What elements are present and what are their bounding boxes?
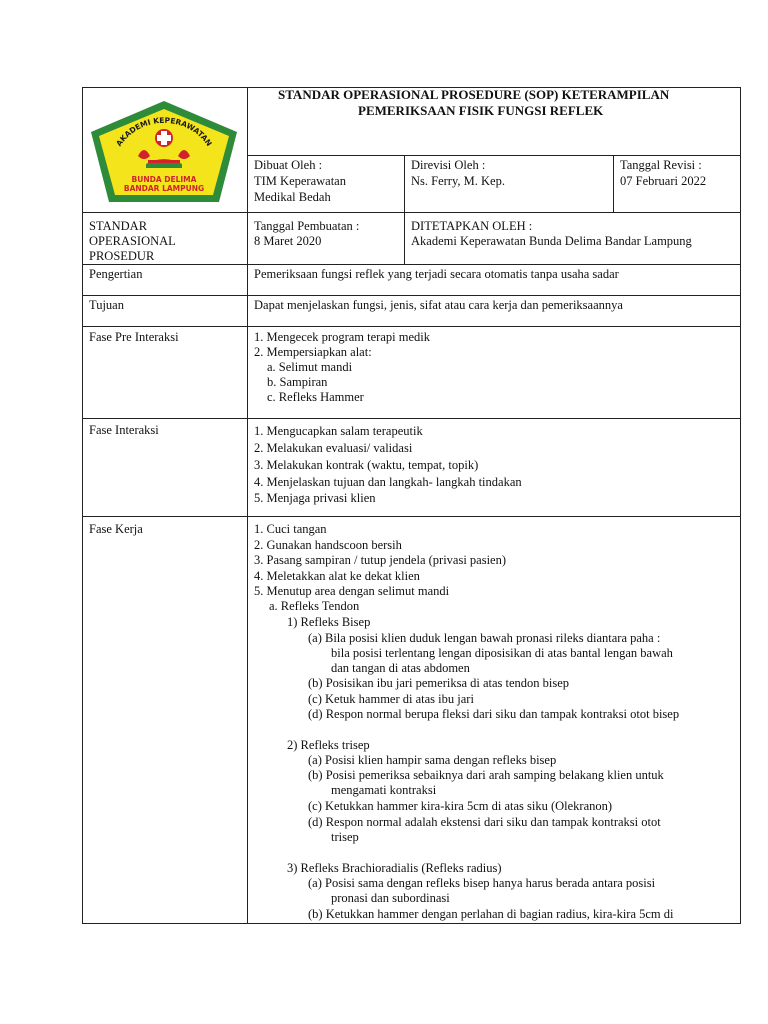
pre-interaksi-label: Fase Pre Interaksi <box>89 330 179 344</box>
list-item: 3) Refleks Brachioradialis (Refleks radius) <box>287 861 502 875</box>
logo-name-line1: BUNDA DELIMA <box>131 175 197 184</box>
dibuat-value-line1: TIM Keperawatan <box>254 174 346 188</box>
direvisi-label: Direvisi Oleh : <box>411 158 486 172</box>
list-item: (a) Posisi klien hampir sama dengan refleks bisep <box>308 753 557 767</box>
list-item: 3. Pasang sampiran / tutup jendela (privasi pasien) <box>254 553 507 567</box>
list-item: (d) Respon normal berupa fleksi dari siku dan tampak kontraksi otot bisep <box>308 707 680 721</box>
revisi-date-value: 07 Februari 2022 <box>620 174 707 188</box>
list-item: pronasi dan subordinasi <box>331 891 450 905</box>
list-item: dan tangan di atas abdomen <box>331 661 470 675</box>
list-item: b. Sampiran <box>267 375 328 389</box>
row-divider <box>82 212 740 213</box>
list-item: 1. Mengecek program terapi medik <box>254 330 430 344</box>
sop-label-line2: OPERASIONAL <box>89 234 176 248</box>
pembuatan-value: 8 Maret 2020 <box>254 234 322 248</box>
dibuat-value-line2: Medikal Bedah <box>254 190 331 204</box>
list-item: trisep <box>331 830 359 844</box>
list-item: 2. Melakukan evaluasi/ validasi <box>254 441 413 455</box>
list-item: 4. Meletakkan alat ke dekat klien <box>254 569 420 583</box>
row-divider <box>82 418 740 419</box>
list-item: a. Refleks Tendon <box>269 599 360 613</box>
row-divider <box>82 295 740 296</box>
interaksi-label: Fase Interaksi <box>89 423 159 437</box>
header-divider-v1 <box>404 155 405 265</box>
pembuatan-label: Tanggal Pembuatan : <box>254 219 360 233</box>
header-divider-v2 <box>613 155 614 212</box>
list-item: (d) Respon normal adalah ekstensi dari siku dan tampak kontraksi otot <box>308 815 661 829</box>
ditetapkan-value: Akademi Keperawatan Bunda Delima Bandar Lampung <box>411 234 692 248</box>
row-divider <box>82 516 740 517</box>
table-border-right <box>740 87 741 924</box>
list-item: (c) Ketuk hammer di atas ibu jari <box>308 692 474 706</box>
list-item: 2) Refleks trisep <box>287 738 370 752</box>
list-item: 1) Refleks Bisep <box>287 615 371 629</box>
list-item: 5. Menjaga privasi klien <box>254 491 376 505</box>
list-item: 1. Cuci tangan <box>254 522 327 536</box>
list-item: (b) Posisi pemeriksa sebaiknya dari arah samping belakang klien untuk <box>308 768 664 782</box>
list-item: bila posisi terlentang lengan diposisikan di atas bantal lengan bawah <box>331 646 673 660</box>
list-item: (b) Ketukkan hammer dengan perlahan di bagian radius, kira-kira 5cm di <box>308 907 674 921</box>
list-item: a. Selimut mandi <box>267 360 353 374</box>
document-title-line2: PEMERIKSAAN FISIK FUNGSI REFLEK <box>358 103 604 118</box>
list-item: 3. Melakukan kontrak (waktu, tempat, topik) <box>254 458 479 472</box>
list-item: 2. Gunakan handscoon bersih <box>254 538 402 552</box>
document-title-line1: STANDAR OPERASIONAL PROSEDURE (SOP) KETERAMPILAN <box>278 87 670 102</box>
list-item: 2. Mempersiapkan alat: <box>254 345 372 359</box>
list-item: (a) Bila posisi klien duduk lengan bawah pronasi rileks diantara paha : <box>308 631 661 645</box>
logo-arc-text: AKADEMI KEPERAWATAN <box>114 115 214 148</box>
row-divider <box>82 264 740 265</box>
pengertian-label: Pengertian <box>89 267 143 281</box>
list-item: c. Refleks Hammer <box>267 390 364 404</box>
sop-label-line1: STANDAR <box>89 219 148 233</box>
revisi-date-label: Tanggal Revisi : <box>620 158 702 172</box>
list-item: (b) Posisikan ibu jari pemeriksa di atas tendon bisep <box>308 676 570 690</box>
pengertian-text: Pemeriksaan fungsi reflek yang terjadi secara otomatis tanpa usaha sadar <box>254 267 619 281</box>
dibuat-label: Dibuat Oleh : <box>254 158 323 172</box>
kerja-label: Fase Kerja <box>89 522 143 536</box>
sop-label-line3: PROSEDUR <box>89 249 155 263</box>
tujuan-text: Dapat menjelaskan fungsi, jenis, sifat atau cara kerja dan pemeriksaannya <box>254 298 623 312</box>
logo-name-line2: BANDAR LAMPUNG <box>123 184 205 193</box>
list-item: 1. Mengucapkan salam terapeutik <box>254 424 423 438</box>
ditetapkan-label: DITETAPKAN OLEH : <box>411 219 533 233</box>
list-item: mengamati kontraksi <box>331 783 437 797</box>
list-item: 5. Menutup area dengan selimut mandi <box>254 584 450 598</box>
row-divider <box>82 326 740 327</box>
list-item: 4. Menjelaskan tujuan dan langkah- langkah tindakan <box>254 475 522 489</box>
table-border-bottom <box>82 923 740 924</box>
list-item: (a) Posisi sama dengan refleks bisep hanya harus berada antara posisi <box>308 876 656 890</box>
list-item: (c) Ketukkan hammer kira-kira 5cm di atas siku (Olekranon) <box>308 799 613 813</box>
academy-logo <box>88 98 240 204</box>
header-divider-h <box>247 155 740 156</box>
tujuan-label: Tujuan <box>89 298 124 312</box>
direvisi-value: Ns. Ferry, M. Kep. <box>411 174 505 188</box>
